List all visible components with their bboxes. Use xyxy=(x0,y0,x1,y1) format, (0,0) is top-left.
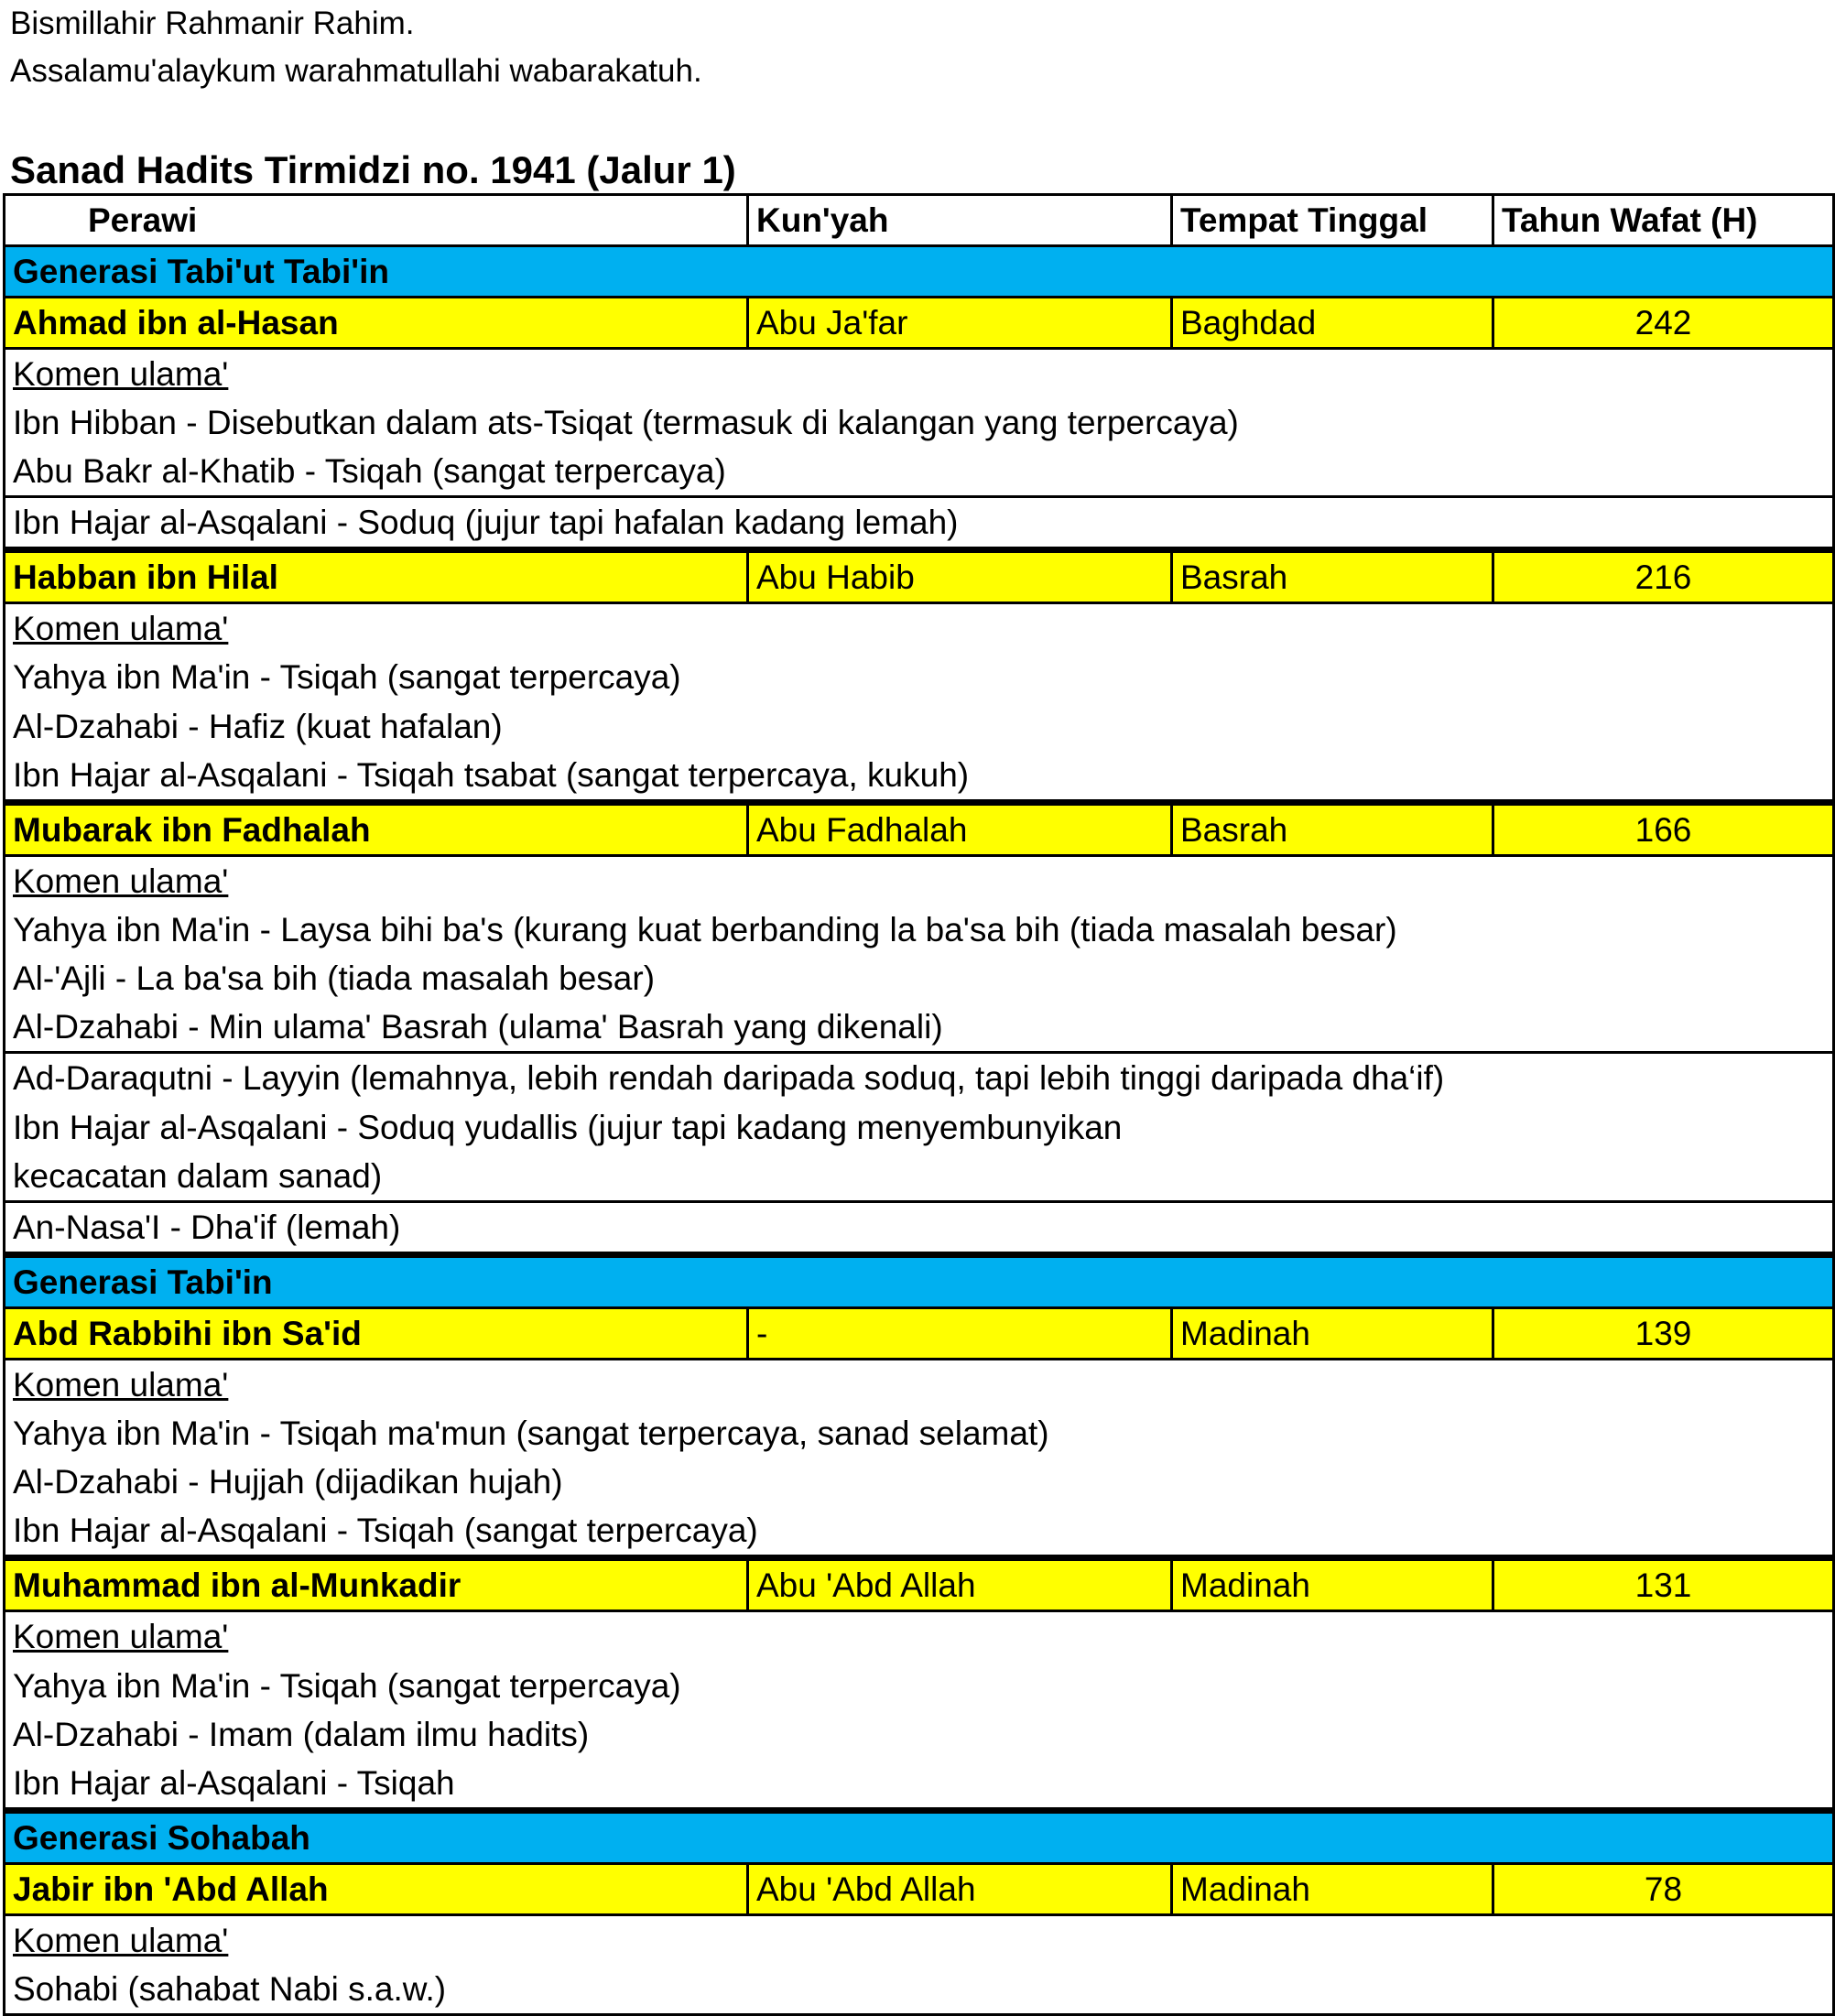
comment-row xyxy=(5,1102,1834,1151)
narrator-name: Jabir ibn 'Abd Allah xyxy=(5,1863,748,1914)
comment-text: Ibn Hajar al-Asqalani - Tsiqah (sangat terpercaya) xyxy=(5,1506,1834,1558)
comment-label: Komen ulama' xyxy=(5,1611,1834,1662)
intro-line-2: Assalamu'alaykum warahmatullahi wabarakatuh. xyxy=(10,53,702,89)
narrator-row xyxy=(5,298,1834,349)
comment-row xyxy=(5,1710,1834,1759)
narrator-kunyah: - xyxy=(748,1307,1172,1359)
comment-text: kecacatan dalam sanad) xyxy=(5,1152,1834,1202)
comment-label: Komen ulama' xyxy=(5,349,1834,399)
comment-text: Ibn Hibban - Disebutkan dalam ats-Tsiqat (termasuk di kalangan yang terpercaya) xyxy=(5,398,1834,447)
comment-text: Ibn Hajar al-Asqalani - Soduq (jujur tapi hafalan kadang lemah) xyxy=(5,497,1834,550)
comment-row xyxy=(5,349,1834,399)
comment-row xyxy=(5,1965,1834,2015)
narrator-tempat: Basrah xyxy=(1172,550,1493,603)
narrator-tempat: Madinah xyxy=(1172,1558,1493,1611)
comment-text: Yahya ibn Ma'in - Tsiqah (sangat terpercaya) xyxy=(5,1661,1834,1709)
intro-line-1: Bismillahir Rahmanir Rahim. xyxy=(10,5,415,41)
comment-label: Komen ulama' xyxy=(5,603,1834,654)
narrator-kunyah: Abu 'Abd Allah xyxy=(748,1558,1172,1611)
generation-label: Generasi Tabi'in xyxy=(5,1254,1834,1307)
generation-label: Generasi Sohabah xyxy=(5,1810,1834,1863)
comment-row xyxy=(5,954,1834,1003)
narrator-name: Muhammad ibn al-Munkadir xyxy=(5,1558,748,1611)
comment-row xyxy=(5,1914,1834,1965)
comment-text: Yahya ibn Ma'in - Tsiqah (sangat terpercaya) xyxy=(5,653,1834,701)
generation-label: Generasi Tabi'ut Tabi'in xyxy=(5,246,1834,298)
narrator-kunyah: Abu Ja'far xyxy=(748,298,1172,349)
comment-row xyxy=(5,653,1834,701)
narrator-tempat: Madinah xyxy=(1172,1307,1493,1359)
comment-text: An-Nasa'I - Dha'if (lemah) xyxy=(5,1201,1834,1254)
narrator-kunyah: Abu Fadhalah xyxy=(748,802,1172,855)
comment-row xyxy=(5,1611,1834,1662)
narrator-row xyxy=(5,1863,1834,1914)
comment-row xyxy=(5,1053,1834,1103)
narrator-name: Habban ibn Hilal xyxy=(5,550,748,603)
comment-text: Ibn Hajar al-Asqalani - Soduq yudallis (jujur tapi kadang menyembunyikan xyxy=(5,1102,1834,1151)
comment-row xyxy=(5,398,1834,447)
comment-text: Al-'Ajli - La ba'sa bih (tiada masalah besar) xyxy=(5,954,1834,1003)
comment-row xyxy=(5,1201,1834,1254)
sanad-table xyxy=(3,193,1835,2016)
comment-row xyxy=(5,1661,1834,1709)
comment-text: Yahya ibn Ma'in - Tsiqah ma'mun (sangat terpercaya, sanad selamat) xyxy=(5,1409,1834,1458)
comment-text: Ibn Hajar al-Asqalani - Tsiqah tsabat (sangat terpercaya, kukuh) xyxy=(5,751,1834,803)
comment-text: Abu Bakr al-Khatib - Tsiqah (sangat terpercaya) xyxy=(5,447,1834,497)
comment-row xyxy=(5,1152,1834,1202)
narrator-tempat: Basrah xyxy=(1172,802,1493,855)
narrator-tempat: Madinah xyxy=(1172,1863,1493,1914)
narrator-tempat: Baghdad xyxy=(1172,298,1493,349)
narrator-row xyxy=(5,1558,1834,1611)
narrator-wafat: 139 xyxy=(1493,1307,1834,1359)
narrator-name: Mubarak ibn Fadhalah xyxy=(5,802,748,855)
comment-row xyxy=(5,1409,1834,1458)
comment-text: Al-Dzahabi - Hujjah (dijadikan hujah) xyxy=(5,1458,1834,1506)
comment-label: Komen ulama' xyxy=(5,1914,1834,1965)
header-wafat: Tahun Wafat (H) xyxy=(1493,195,1834,246)
comment-label: Komen ulama' xyxy=(5,1359,1834,1409)
narrator-wafat: 242 xyxy=(1493,298,1834,349)
narrator-name: Ahmad ibn al-Hasan xyxy=(5,298,748,349)
generation-row xyxy=(5,246,1834,298)
comment-label: Komen ulama' xyxy=(5,855,1834,905)
page-title: Sanad Hadits Tirmidzi no. 1941 (Jalur 1) xyxy=(10,148,736,191)
comment-row xyxy=(5,1458,1834,1506)
comment-text: Sohabi (sahabat Nabi s.a.w.) xyxy=(5,1965,1834,2015)
comment-row xyxy=(5,1359,1834,1409)
comment-row xyxy=(5,905,1834,954)
narrator-wafat: 216 xyxy=(1493,550,1834,603)
comment-text: Ibn Hajar al-Asqalani - Tsiqah xyxy=(5,1759,1834,1811)
narrator-row xyxy=(5,1307,1834,1359)
comment-text: Al-Dzahabi - Imam (dalam ilmu hadits) xyxy=(5,1710,1834,1759)
narrator-wafat: 166 xyxy=(1493,802,1834,855)
comment-row xyxy=(5,751,1834,803)
comment-row xyxy=(5,497,1834,550)
comment-row xyxy=(5,603,1834,654)
comment-text: Yahya ibn Ma'in - Laysa bihi ba's (kurang kuat berbanding la ba'sa bih (tiada masalah besar) xyxy=(5,905,1834,954)
narrator-kunyah: Abu Habib xyxy=(748,550,1172,603)
comment-row xyxy=(5,1759,1834,1811)
comment-text: Al-Dzahabi - Min ulama' Basrah (ulama' Basrah yang dikenali) xyxy=(5,1003,1834,1053)
header-kunyah: Kun'yah xyxy=(748,195,1172,246)
narrator-row xyxy=(5,802,1834,855)
comment-row xyxy=(5,702,1834,751)
header-row xyxy=(5,195,1834,246)
comment-row xyxy=(5,1003,1834,1053)
comment-text: Al-Dzahabi - Hafiz (kuat hafalan) xyxy=(5,702,1834,751)
narrator-wafat: 131 xyxy=(1493,1558,1834,1611)
header-tempat: Tempat Tinggal xyxy=(1172,195,1493,246)
comment-text: Ad-Daraqutni - Layyin (lemahnya, lebih rendah daripada soduq, tapi lebih tinggi daripada dha‘if) xyxy=(5,1053,1834,1103)
header-perawi: Perawi xyxy=(5,195,748,246)
generation-row xyxy=(5,1810,1834,1863)
comment-row xyxy=(5,855,1834,905)
narrator-name: Abd Rabbihi ibn Sa'id xyxy=(5,1307,748,1359)
comment-row xyxy=(5,447,1834,497)
narrator-row xyxy=(5,550,1834,603)
narrator-kunyah: Abu 'Abd Allah xyxy=(748,1863,1172,1914)
generation-row xyxy=(5,1254,1834,1307)
comment-row xyxy=(5,1506,1834,1558)
narrator-wafat: 78 xyxy=(1493,1863,1834,1914)
